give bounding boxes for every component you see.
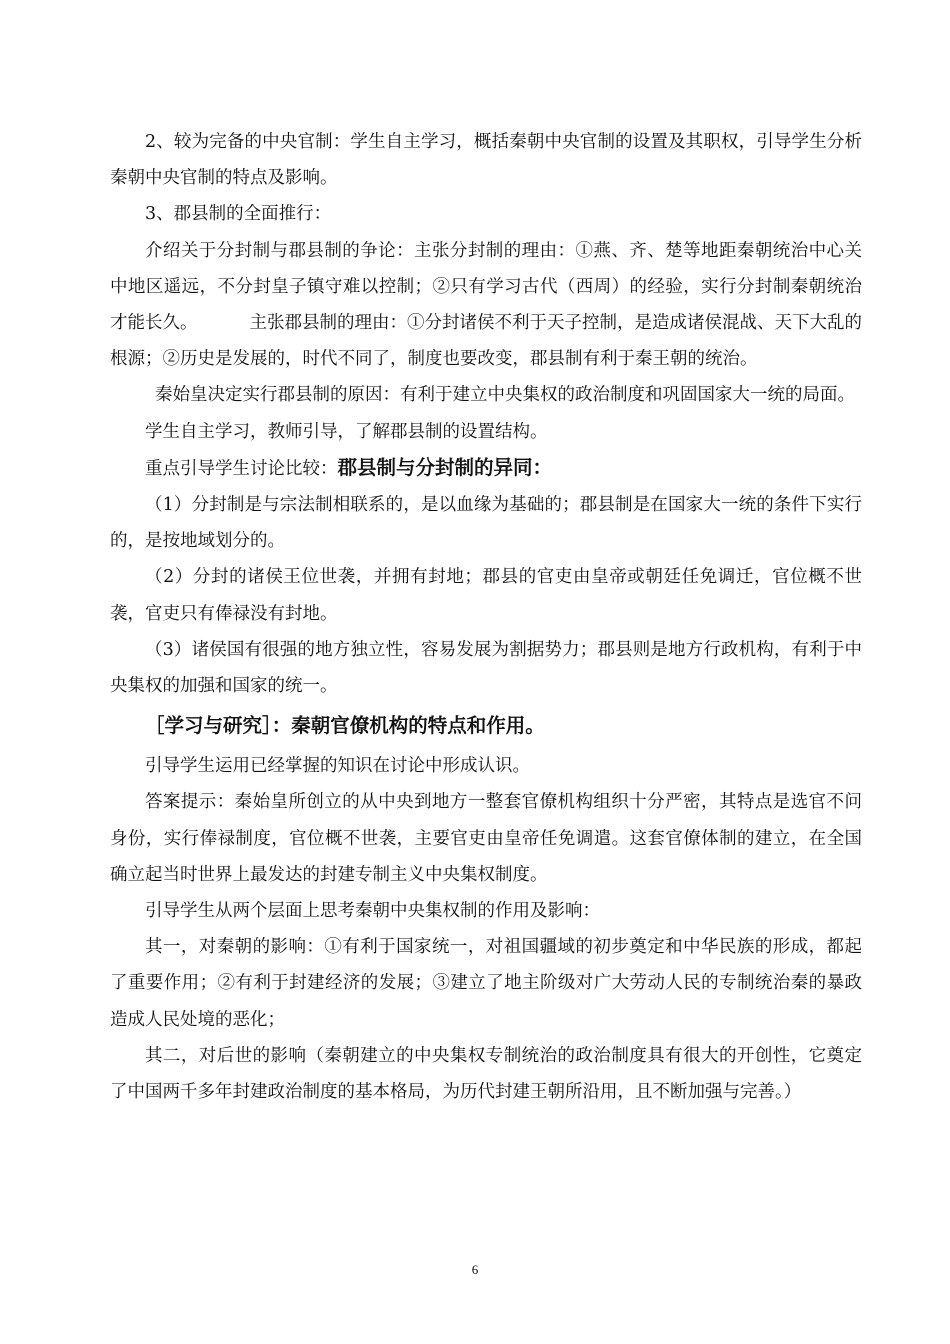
paragraph-self-study: 学生自主学习，教师引导，了解郡县制的设置结构。 bbox=[145, 421, 548, 442]
paragraph-point-3: （3）诸侯国有很强的地方独立性，容易发展为割据势力；郡县则是地方行政机构，有利于中央集权的加强和国家的统一。 bbox=[110, 639, 862, 697]
page-body bbox=[110, 124, 862, 1110]
section-heading-study: ［学习与研究］：秦朝官僚机构的特点和作用。 bbox=[145, 714, 545, 738]
paragraph-impact-qin: 其一，对秦朝的影响：①有利于国家统一，对祖国疆域的初步奠定和中华民族的形成，都起了重要作用；②有利于封建经济的发展；③建立了地主阶级对广大劳动人民的专制统治秦的暴政造成人民处境的恶化； bbox=[110, 937, 862, 1030]
paragraph-debate bbox=[110, 233, 862, 378]
paragraph-prefecture-heading: 3、郡县制的全面推行： bbox=[145, 204, 332, 225]
debate-enfeoffment-text: 介绍关于分封制与郡县制的争论：主张分封制的理由：①燕、齐、楚等地距秦朝统治中心关中地区遥远，不分封皇子镇守难以控制；②只有学习古代（西周）的经验，实行分封制秦朝统治才能长久。 bbox=[110, 240, 862, 334]
paragraph-guide-two-levels: 引导学生从两个层面上思考秦朝中央集权制的作用及影响： bbox=[145, 901, 600, 922]
paragraph-impact-later: 其二，对后世的影响（秦朝建立的中央集权专制统治的政治制度具有很大的开创性，它奠定了中国两千多年封建政治制度的基本格局，为历代封建王朝所沿用，且不断加强与完善。） bbox=[110, 1045, 862, 1103]
page-number: 6 bbox=[471, 1262, 479, 1277]
paragraph-guide: 引导学生运用已经掌握的知识在讨论中形成认识。 bbox=[145, 756, 530, 777]
paragraph-comparison-lead bbox=[110, 450, 862, 487]
comparison-heading: 郡县制与分封制的异同： bbox=[337, 455, 553, 479]
paragraph-central-officials: 2、较为完备的中央官制：学生自主学习，概括秦朝中央官制的设置及其职权，引导学生分析秦朝中央官制的特点及影响。 bbox=[110, 132, 862, 189]
paragraph-reason: 秦始皇决定实行郡县制的原因：有利于建立中央集权的政治制度和巩固国家大一统的局面。 bbox=[155, 385, 855, 406]
comparison-lead-text: 重点引导学生讨论比较： bbox=[145, 458, 338, 479]
paragraph-point-2: （2）分封的诸侯王位世袭，并拥有封地；郡县的官吏由皇帝或朝廷任免调迁，官位概不世袭，官吏只有俸禄没有封地。 bbox=[110, 567, 862, 624]
paragraph-point-1: （1）分封制是与宗法制相联系的，是以血缘为基础的；郡县制是在国家大一统的条件下实行的，是按地域划分的。 bbox=[110, 495, 862, 552]
paragraph-answer-hint: 答案提示：秦始皇所创立的从中央到地方一整套官僚机构组织十分严密，其特点是选官不问身份，实行俸禄制度，官位概不世袭，主要官吏由皇帝任免调遣。这套官僚体制的建立，在全国确立起当时世界上最发达的封建专制主义中央集权制度。 bbox=[110, 792, 862, 885]
debate-prefecture-text: 主张郡县制的理由：①分封诸侯不利于天子控制，是造成诸侯混战、天下大乱的根源；②历史是发展的，时代不同了，制度也要改变，郡县制有利于秦王朝的统治。 bbox=[110, 313, 862, 370]
